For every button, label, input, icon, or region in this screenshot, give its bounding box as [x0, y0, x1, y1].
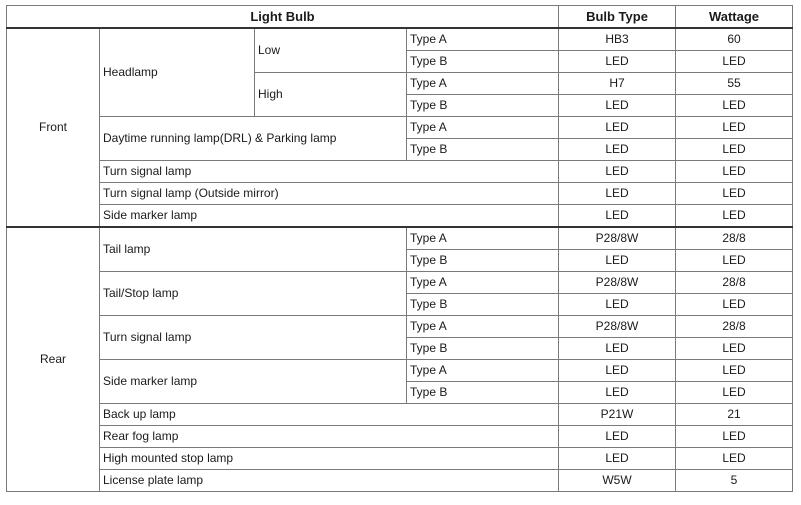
lamp-label: High mounted stop lamp — [100, 448, 559, 470]
table-row — [7, 360, 793, 382]
wattage-cell: LED — [676, 294, 793, 316]
type-cell: Type B — [407, 51, 559, 73]
header-wattage: Wattage — [676, 6, 793, 29]
wattage-cell: LED — [676, 360, 793, 382]
table-header-row — [7, 6, 793, 29]
type-cell: Type B — [407, 139, 559, 161]
table-row — [7, 426, 793, 448]
lamp-label: Back up lamp — [100, 404, 559, 426]
type-cell: Type B — [407, 338, 559, 360]
bulb-type-cell: P21W — [559, 404, 676, 426]
bulb-type-cell: LED — [559, 183, 676, 205]
bulb-type-cell: LED — [559, 161, 676, 183]
table-row — [7, 470, 793, 492]
wattage-cell: 55 — [676, 73, 793, 95]
drl-label: Daytime running lamp(DRL) & Parking lamp — [100, 117, 407, 161]
wattage-cell: LED — [676, 51, 793, 73]
bulb-type-cell: LED — [559, 139, 676, 161]
type-cell: Type A — [407, 360, 559, 382]
table-row — [7, 205, 793, 228]
lamp-group-label: Turn signal lamp — [100, 316, 407, 360]
type-cell: Type A — [407, 227, 559, 250]
bulb-type-cell: LED — [559, 382, 676, 404]
bulb-type-cell: LED — [559, 117, 676, 139]
lamp-group-label: Side marker lamp — [100, 360, 407, 404]
lamp-label: Side marker lamp — [100, 205, 559, 228]
wattage-cell: LED — [676, 95, 793, 117]
lamp-label: License plate lamp — [100, 470, 559, 492]
bulb-type-cell: LED — [559, 426, 676, 448]
wattage-cell: LED — [676, 139, 793, 161]
type-cell: Type A — [407, 73, 559, 95]
headlamp-low-label: Low — [255, 28, 407, 73]
wattage-cell: LED — [676, 382, 793, 404]
bulb-table-container — [6, 5, 793, 492]
wattage-cell: LED — [676, 448, 793, 470]
bulb-type-cell: P28/8W — [559, 272, 676, 294]
bulb-type-cell: LED — [559, 360, 676, 382]
bulb-type-cell: P28/8W — [559, 227, 676, 250]
bulb-type-cell: LED — [559, 338, 676, 360]
header-light-bulb: Light Bulb — [7, 6, 559, 29]
bulb-type-cell: LED — [559, 205, 676, 228]
table-row — [7, 448, 793, 470]
bulb-type-cell: H7 — [559, 73, 676, 95]
wattage-cell: LED — [676, 183, 793, 205]
lamp-label: Rear fog lamp — [100, 426, 559, 448]
table-row — [7, 28, 793, 51]
bulb-specification-table — [6, 5, 793, 492]
bulb-type-cell: W5W — [559, 470, 676, 492]
bulb-type-cell: LED — [559, 51, 676, 73]
type-cell: Type B — [407, 250, 559, 272]
table-row — [7, 183, 793, 205]
headlamp-label: Headlamp — [100, 28, 255, 117]
type-cell: Type B — [407, 95, 559, 117]
table-row — [7, 272, 793, 294]
wattage-cell: 60 — [676, 28, 793, 51]
type-cell: Type B — [407, 294, 559, 316]
type-cell: Type A — [407, 316, 559, 338]
type-cell: Type A — [407, 28, 559, 51]
wattage-cell: LED — [676, 250, 793, 272]
wattage-cell: LED — [676, 117, 793, 139]
wattage-cell: LED — [676, 338, 793, 360]
table-row — [7, 404, 793, 426]
wattage-cell: 28/8 — [676, 227, 793, 250]
wattage-cell: 21 — [676, 404, 793, 426]
table-row — [7, 227, 793, 250]
bulb-type-cell: LED — [559, 250, 676, 272]
bulb-type-cell: P28/8W — [559, 316, 676, 338]
lamp-group-label: Tail/Stop lamp — [100, 272, 407, 316]
header-bulb-type: Bulb Type — [559, 6, 676, 29]
wattage-cell: LED — [676, 426, 793, 448]
lamp-label: Turn signal lamp (Outside mirror) — [100, 183, 559, 205]
wattage-cell: 28/8 — [676, 316, 793, 338]
wattage-cell: LED — [676, 161, 793, 183]
type-cell: Type A — [407, 272, 559, 294]
lamp-group-label: Tail lamp — [100, 227, 407, 272]
type-cell: Type B — [407, 382, 559, 404]
table-row — [7, 161, 793, 183]
wattage-cell: 5 — [676, 470, 793, 492]
section-label-front: Front — [7, 28, 100, 227]
bulb-type-cell: LED — [559, 95, 676, 117]
table-row — [7, 117, 793, 139]
headlamp-high-label: High — [255, 73, 407, 117]
table-row — [7, 316, 793, 338]
section-label-rear: Rear — [7, 227, 100, 492]
bulb-type-cell: HB3 — [559, 28, 676, 51]
type-cell: Type A — [407, 117, 559, 139]
wattage-cell: 28/8 — [676, 272, 793, 294]
bulb-type-cell: LED — [559, 294, 676, 316]
bulb-type-cell: LED — [559, 448, 676, 470]
lamp-label: Turn signal lamp — [100, 161, 559, 183]
wattage-cell: LED — [676, 205, 793, 228]
